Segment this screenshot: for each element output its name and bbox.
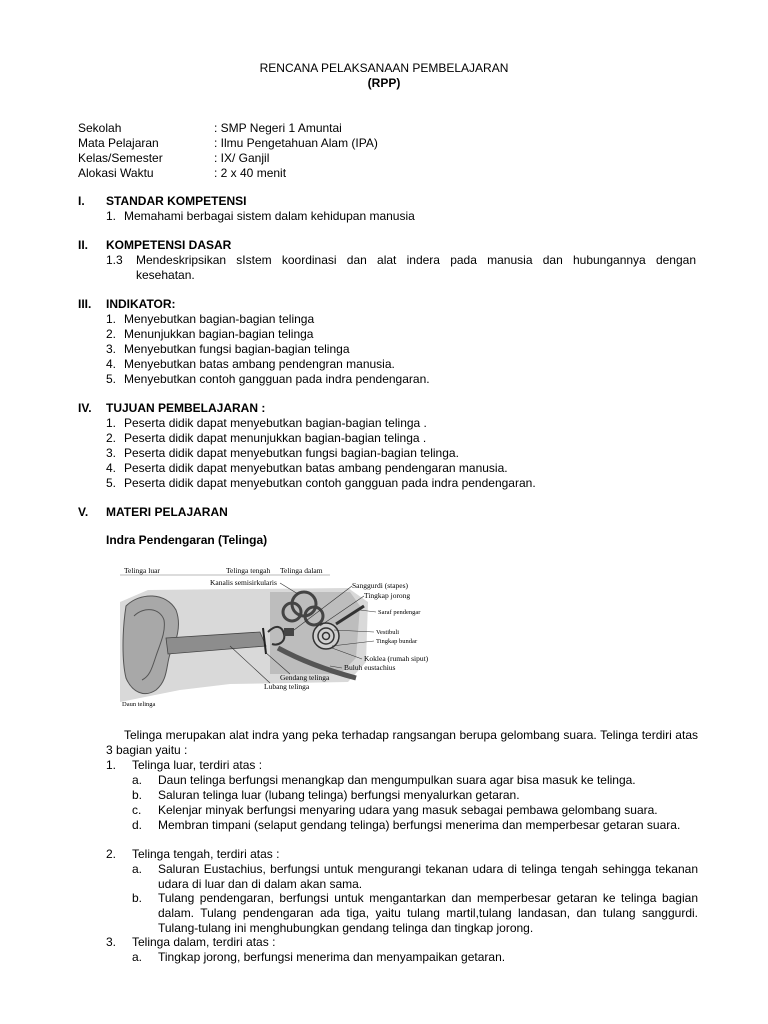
list-number: 2.	[106, 431, 117, 445]
identity-label: Alokasi Waktu	[78, 166, 154, 180]
list-number: 3.	[106, 935, 117, 949]
sub-list-letter: d.	[132, 818, 143, 832]
list-number: 4.	[106, 461, 117, 475]
list-number: 5.	[106, 372, 117, 386]
label-kanalis: Kanalis semisirkularis	[210, 578, 277, 587]
sub-list-item: Saluran Eustachius, berfungsi untuk mengurangi tekanan udara di telinga tengah sehingga tekanan udara di luar dan di dalam akan sama.	[158, 862, 698, 891]
list-number: 1.3	[106, 253, 123, 267]
list-number: 1.	[106, 209, 117, 223]
section-heading: MATERI PELAJARAN	[106, 505, 228, 519]
section-number: I.	[78, 194, 85, 208]
identity-value: : 2 x 40 menit	[214, 166, 287, 180]
label-telinga-tengah: Telinga tengah	[226, 566, 271, 575]
label-daun: Daun telinga	[122, 701, 156, 708]
label-telinga-dalam: Telinga dalam	[280, 566, 323, 575]
list-number: 5.	[106, 476, 117, 490]
list-item: Peserta didik dapat menyebutkan fungsi bagian-bagian telinga.	[124, 446, 459, 460]
label-tingkap-bundar: Tingkap bundar	[376, 638, 418, 645]
section-heading: TUJUAN PEMBELAJARAN :	[106, 401, 266, 415]
intro-paragraph: Telinga merupakan alat indra yang peka terhadap rangsangan berupa gelombang suara. Telinga terdiri atas 3 bagian yaitu :	[106, 728, 698, 757]
identity-label: Kelas/Semester	[78, 151, 163, 165]
ear-anatomy-figure	[120, 562, 460, 710]
list-item: Telinga luar, terdiri atas :	[132, 758, 263, 772]
list-item: Peserta didik dapat menyebutkan bagian-bagian telinga .	[124, 416, 427, 430]
sub-heading: Indra Pendengaran (Telinga)	[106, 533, 268, 547]
list-number: 1.	[106, 312, 117, 326]
list-item-continuation: kesehatan.	[136, 268, 195, 282]
list-item: Telinga tengah, terdiri atas :	[132, 847, 280, 861]
list-item: Memahami berbagai sistem dalam kehidupan manusia	[124, 209, 415, 223]
section-number: IV.	[78, 401, 92, 415]
list-item: Telinga dalam, terdiri atas :	[132, 935, 276, 949]
list-number: 3.	[106, 446, 117, 460]
list-number: 1.	[106, 758, 117, 772]
list-number: 4.	[106, 357, 117, 371]
label-telinga-luar: Telinga luar	[124, 566, 160, 575]
list-item: Peserta didik dapat menunjukkan bagian-bagian telinga .	[124, 431, 427, 445]
sub-list-letter: c.	[132, 803, 142, 817]
label-buluh: Buluh eustachius	[344, 663, 396, 672]
doc-title: RENCANA PELAKSANAAN PEMBELAJARAN	[259, 61, 509, 75]
list-item: Mendeskripsikan sIstem koordinasi dan alat indera pada manusia dan hubungannya dengan	[136, 253, 696, 267]
label-gendang: Gendang telinga	[280, 673, 330, 682]
list-number: 3.	[106, 342, 117, 356]
list-number: 2.	[106, 327, 117, 341]
list-item: Menyebutkan batas ambang pendengran manusia.	[124, 357, 395, 371]
label-lubang: Lubang telinga	[264, 682, 310, 691]
identity-value: : SMP Negeri 1 Amuntai	[214, 121, 342, 135]
sub-list-item: Tingkap jorong, berfungsi menerima dan menyampaikan getaran.	[158, 950, 506, 964]
sub-list-letter: a.	[132, 862, 143, 876]
label-vestibuli: Vestibuli	[376, 629, 400, 636]
sub-list-letter: a.	[132, 773, 143, 787]
list-item: Menyebutkan bagian-bagian telinga	[124, 312, 315, 326]
section-heading: INDIKATOR:	[106, 297, 176, 311]
label-tingkap-jorong: Tingkap jorong	[364, 591, 411, 600]
sub-list-item: Daun telinga berfungsi menangkap dan mengumpulkan suara agar bisa masuk ke telinga.	[158, 773, 636, 787]
label-koklea: Koklea (rumah siput)	[364, 654, 429, 663]
section-number: V.	[78, 505, 89, 519]
list-number: 2.	[106, 847, 117, 861]
list-number: 1.	[106, 416, 117, 430]
label-saraf: Saraf pendengar	[378, 609, 421, 616]
sub-list-letter: a.	[132, 950, 143, 964]
list-item: Peserta didik dapat menyebutkan contoh gangguan pada indra pendengaran.	[124, 476, 536, 490]
identity-label: Mata Pelajaran	[78, 136, 159, 150]
section-heading: STANDAR KOMPETENSI	[106, 194, 247, 208]
ear-anatomy-illustration	[120, 562, 460, 710]
list-item: Menyebutkan fungsi bagian-bagian telinga	[124, 342, 350, 356]
identity-value: : Ilmu Pengetahuan Alam (IPA)	[214, 136, 378, 150]
sub-list-item: Tulang pendengaran, berfungsi untuk mengantarkan dan memperbesar getaran ke telinga bagian dalam. Tulang pendengaran ada tiga, yaitu tulang martil,tulang landasan, dan tulang sanggurdi. Tulang-tulang ini menghubungkan gendang telinga dan tingkap jorong.	[158, 891, 698, 935]
list-item: Peserta didik dapat menyebutkan batas ambang pendengaran manusia.	[124, 461, 508, 475]
sub-list-item: Kelenjar minyak berfungsi menyaring udara yang masuk sebagai pembawa gelombang suara.	[158, 803, 658, 817]
list-item: Menunjukkan bagian-bagian telinga	[124, 327, 314, 341]
sub-list-item: Membran timpani (selaput gendang telinga) berfungsi menerima dan memperbesar getaran suara.	[158, 818, 681, 832]
section-heading: KOMPETENSI DASAR	[106, 238, 232, 252]
sub-list-item: Saluran telinga luar (lubang telinga) berfungsi menyalurkan getaran.	[158, 788, 520, 802]
section-number: II.	[78, 238, 89, 252]
doc-subtitle: (RPP)	[367, 76, 401, 90]
identity-value: : IX/ Ganjil	[214, 151, 270, 165]
identity-label: Sekolah	[78, 121, 122, 135]
label-sanggurdi: Sanggurdi (stapes)	[352, 581, 409, 590]
section-number: III.	[78, 297, 92, 311]
sub-list-letter: b.	[132, 891, 143, 905]
list-item: Menyebutkan contoh gangguan pada indra pendengaran.	[124, 372, 430, 386]
sub-list-letter: b.	[132, 788, 143, 802]
